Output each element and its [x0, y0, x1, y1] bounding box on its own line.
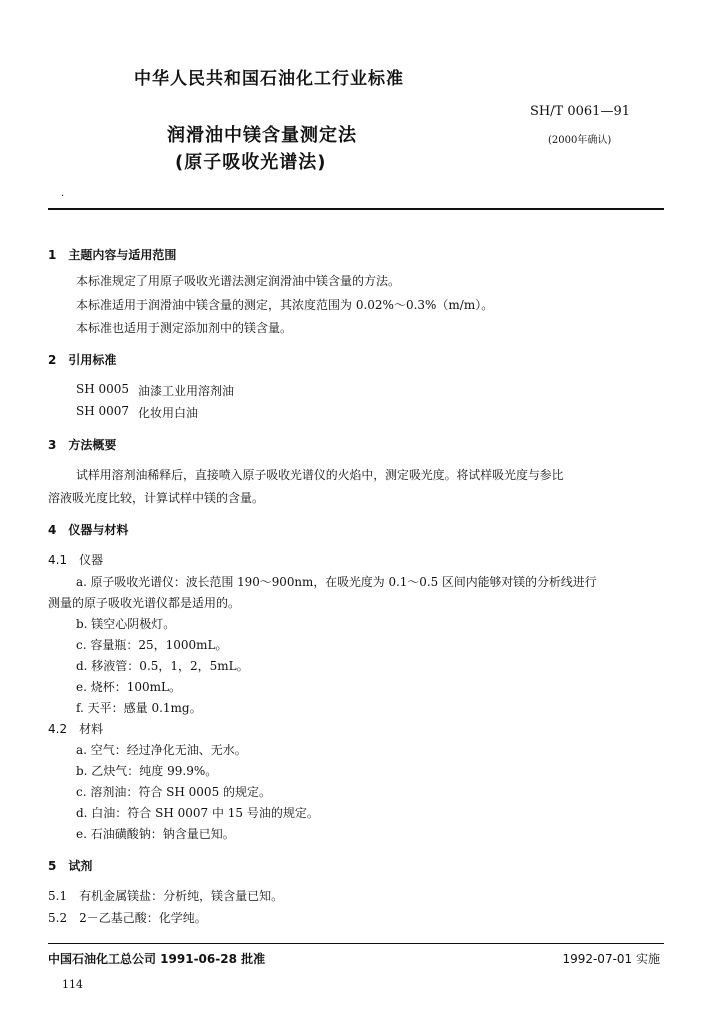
- stray-dot: ·: [61, 191, 65, 202]
- footer-rule: [48, 943, 664, 944]
- material-item-d: d. 白油：符合 SH 0007 中 15 号油的规定。: [76, 806, 319, 820]
- reference-code: SH 0005: [76, 382, 130, 396]
- document-subtitle: (原子吸收光谱法): [175, 152, 327, 173]
- instrument-item-e: e. 烧杯：100mL。: [76, 680, 181, 694]
- material-item-c: c. 溶剂油：符合 SH 0005 的规定。: [76, 785, 272, 799]
- approval-statement: 中国石油化工总公司 1991-06-28 批准: [48, 952, 266, 966]
- instrument-item-d: d. 移液管：0.5，1，2，5mL。: [76, 659, 249, 673]
- section-3-line-2: 溶液吸光度比较，计算试样中镁的含量。: [48, 491, 265, 505]
- reference-name: 化妆用白油: [138, 406, 199, 420]
- subsection-4-1-heading: 4.1 仪器: [48, 553, 104, 567]
- header-rule: [48, 208, 664, 210]
- issuing-organization: 中华人民共和国石油化工行业标准: [134, 69, 404, 89]
- reagent-item-5-2: 5.2 2－乙基己酸：化学纯。: [48, 911, 207, 925]
- effective-date: 1992-07-01 实施: [562, 952, 660, 966]
- subsection-4-2-heading: 4.2 材料: [48, 722, 104, 736]
- section-5-heading: 5 试剂: [48, 859, 93, 873]
- reference-code: SH 0007: [76, 404, 130, 418]
- standard-code: SH/T 0061—91: [529, 104, 630, 119]
- material-item-a: a. 空气：经过净化无油、无水。: [76, 743, 247, 757]
- document-title: 润滑油中镁含量测定法: [167, 125, 357, 146]
- reagent-item-5-1: 5.1 有机金属镁盐：分析纯，镁含量已知。: [48, 889, 284, 903]
- instrument-item-a-line-1: a. 原子吸收光谱仪：波长范围 190～900nm，在吸光度为 0.1～0.5 区间内能够对镁的分析线进行: [76, 575, 597, 589]
- instrument-item-f: f. 天平：感量 0.1mg。: [76, 701, 202, 715]
- section-2-heading: 2 引用标准: [48, 353, 117, 367]
- material-item-e: e. 石油磺酸钠：钠含量已知。: [76, 827, 235, 841]
- section-1-para-3: 本标准也适用于测定添加剂中的镁含量。: [76, 321, 293, 335]
- instrument-item-c: c. 容量瓶：25，1000mL。: [76, 638, 228, 652]
- section-1-heading: 1 主题内容与适用范围: [48, 248, 177, 262]
- section-3-line-1: 试样用溶剂油稀释后，直接喷入原子吸收光谱仪的火焰中，测定吸光度。将试样吸光度与参比: [76, 468, 564, 482]
- instrument-item-a-line-2: 测量的原子吸收光谱仪都是适用的。: [48, 596, 241, 610]
- reference-name: 油漆工业用溶剂油: [138, 384, 235, 398]
- reconfirm-note: (2000年确认): [548, 135, 612, 146]
- material-item-b: b. 乙炔气：纯度 99.9%。: [76, 764, 218, 778]
- section-4-heading: 4 仪器与材料: [48, 523, 129, 537]
- page-number: 114: [62, 978, 83, 991]
- instrument-item-b: b. 镁空心阴极灯。: [76, 617, 176, 631]
- section-1-para-1: 本标准规定了用原子吸收光谱法测定润滑油中镁含量的方法。: [76, 274, 401, 288]
- section-1-para-2: 本标准适用于润滑油中镁含量的测定，其浓度范围为 0.02%～0.3%（m/m）。: [76, 298, 494, 312]
- section-3-heading: 3 方法概要: [48, 438, 117, 452]
